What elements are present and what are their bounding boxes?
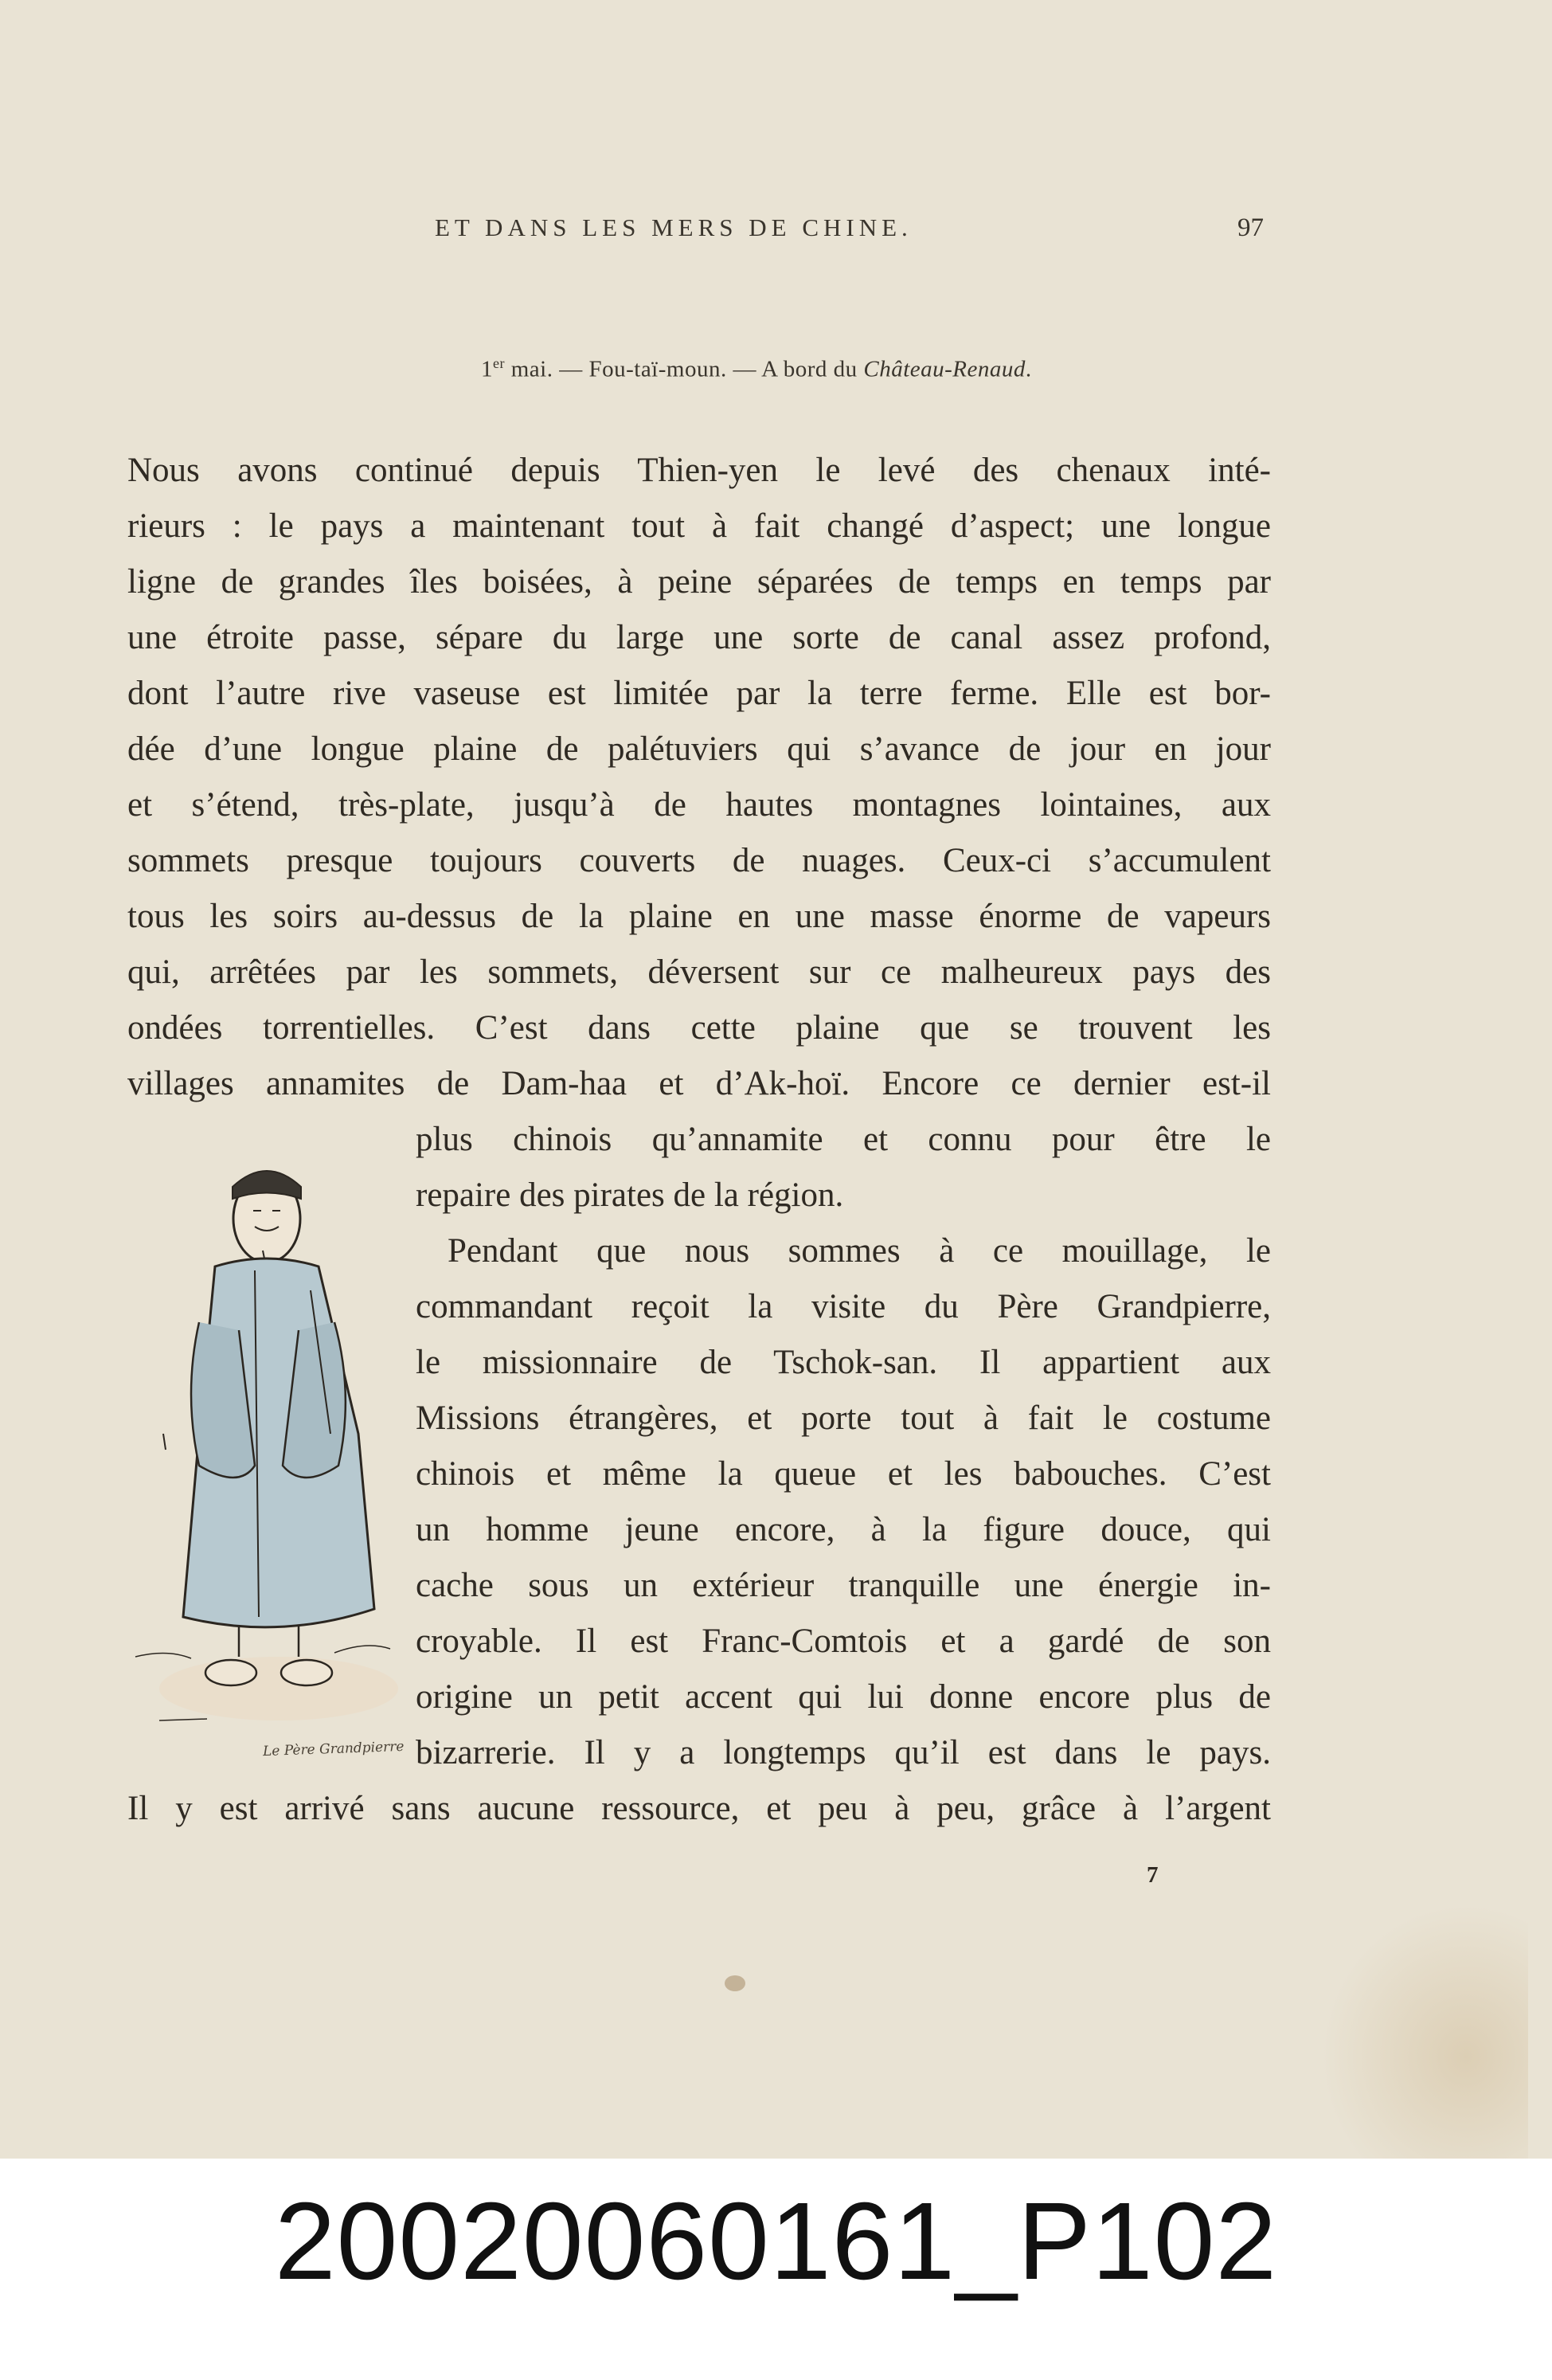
dateline-end: . [1025, 356, 1032, 382]
catalog-id: 20020060161_P102 [274, 2180, 1278, 2303]
running-head: ET DANS LES MERS DE CHINE. [435, 213, 913, 241]
body-line: qui, arrêtées par les sommets, déversent sur ce malheureux pays des [127, 953, 1271, 991]
signature-mark: 7 [1147, 1862, 1159, 1888]
body-line: un homme jeune encore, à la figure douce, qui [416, 1511, 1271, 1548]
body-line: origine un petit accent qui lui donne encore plus de [416, 1678, 1271, 1716]
body-line: le missionnaire de Tschok-san. Il appartient aux [416, 1344, 1271, 1381]
body-line: une étroite passe, sépare du large une sorte de canal assez profond, [127, 619, 1271, 656]
dateline-ship-name: Château-Renaud [863, 356, 1026, 382]
dateline-text: mai. — Fou-taï-moun. — A bord du [504, 356, 864, 382]
body-line: plus chinois qu’annamite et connu pour être le [416, 1121, 1271, 1158]
missionary-illustration [119, 1131, 406, 1752]
dateline-day-suffix: er [493, 355, 505, 371]
body-line: villages annamites de Dam-haa et d’Ak-hoï. Encore ce dernier est-il [127, 1065, 1271, 1102]
body-line: tous les soirs au-dessus de la plaine en une masse énorme de vapeurs [127, 898, 1271, 935]
body-line: Pendant que nous sommes à ce mouillage, le [448, 1232, 1271, 1270]
dateline-day: 1 [481, 356, 493, 382]
paper-stain [725, 1975, 745, 1991]
body-line: dont l’autre rive vaseuse est limitée par la terre ferme. Elle est bor- [127, 675, 1271, 712]
body-line: Missions étrangères, et porte tout à fait le costume [416, 1399, 1271, 1437]
body-line: repaire des pirates de la région. [416, 1176, 844, 1214]
body-line: Il y est arrivé sans aucune ressource, et peu à peu, grâce à l’argent [127, 1790, 1271, 1827]
body-line: ondées torrentielles. C’est dans cette plaine que se trouvent les [127, 1009, 1271, 1047]
body-line: dée d’une longue plaine de palétuviers qui s’avance de jour en jour [127, 730, 1271, 768]
body-line: rieurs : le pays a maintenant tout à fait changé d’aspect; une longue [127, 507, 1271, 545]
body-line: sommets presque toujours couverts de nuages. Ceux-ci s’accumulent [127, 842, 1271, 879]
body-line: et s’étend, très-plate, jusqu’à de hautes montagnes lointaines, aux [127, 786, 1271, 824]
page-number: 97 [1237, 213, 1264, 242]
body-line: Nous avons continué depuis Thien-yen le levé des chenaux inté- [127, 452, 1271, 489]
body-line: commandant reçoit la visite du Père Grandpierre, [416, 1288, 1271, 1325]
dateline [481, 355, 1032, 383]
body-line: bizarrerie. Il y a longtemps qu’il est dans le pays. [416, 1734, 1271, 1771]
body-line: ligne de grandes îles boisées, à peine séparées de temps en temps par [127, 563, 1271, 601]
body-line: croyable. Il est Franc-Comtois et a gardé de son [416, 1623, 1271, 1660]
body-line: chinois et même la queue et les babouches. C’est [416, 1455, 1271, 1493]
body-line: cache sous un extérieur tranquille une énergie in- [416, 1567, 1271, 1604]
illustration-caption: Le Père Grandpierre [262, 1738, 405, 1760]
